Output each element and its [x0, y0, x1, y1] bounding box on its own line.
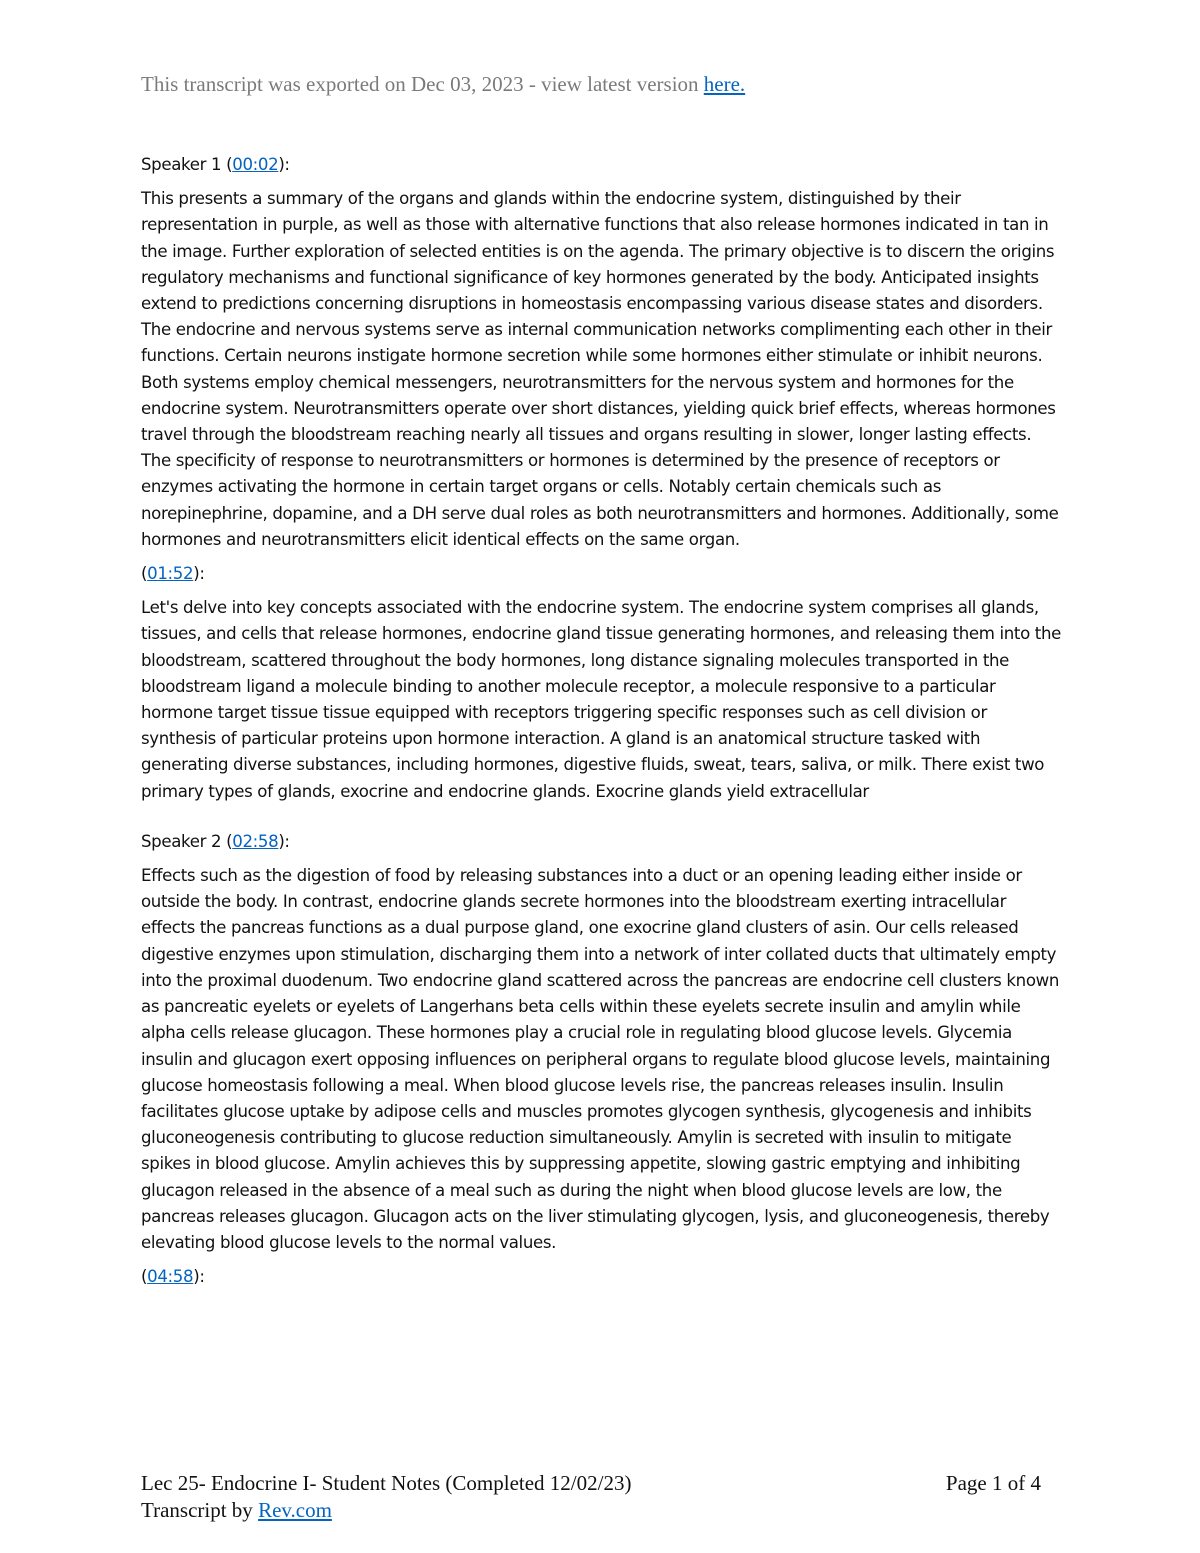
speaker-1-heading	[141, 152, 1061, 178]
transcript-body	[141, 152, 1061, 1298]
speaker-label-close: ):	[278, 155, 290, 174]
timestamp-link-00-02[interactable]: 00:02	[232, 155, 279, 174]
export-notice	[141, 72, 745, 97]
export-notice-text: This transcript was exported on Dec 03, 2023 - view latest version	[141, 72, 704, 96]
segment-close: ):	[193, 564, 205, 584]
segment-open: (	[141, 564, 148, 584]
latest-version-link[interactable]: here.	[703, 72, 746, 96]
document-title: Lec 25- Endocrine I- Student Notes (Completed 12/02/23)	[141, 1471, 632, 1495]
page-number: Page 1 of 4	[945, 1471, 1041, 1495]
footer-title-row	[141, 1470, 1041, 1497]
segment-04-58-heading	[141, 1264, 1061, 1290]
footer-credit	[141, 1497, 1041, 1524]
speaker-2-heading	[141, 829, 1061, 855]
rev-link[interactable]: Rev.com	[258, 1498, 332, 1522]
speaker-label: Speaker 1 (	[141, 155, 233, 174]
speaker-label-close: ):	[278, 831, 290, 851]
speaker-1-paragraph: This presents a summary of the organs and glands within the endocrine system, distinguished by their representation in purple, as well as those with alternative functions that also release hormones indicated in tan in the image. Further exploration of selected entities is on the agenda. The primary objective is to discern the origins regulatory mechanisms and functional significance of key hormones generated by the body. Anticipated insights extend to predictions concerning disruptions in homeostasis encompassing various disease states and disorders. The endocrine and nervous systems serve as internal communication networks complimenting each other in their functions. Certain neurons instigate hormone secretion while some hormones either stimulate or inhibit neurons. Both systems employ chemical messengers, neurotransmitters for the nervous system and hormones for the endocrine system. Neurotransmitters operate over short distances, yielding quick brief effects, whereas hormones travel through the bloodstream reaching nearly all tissues and organs resulting in slower, longer lasting effects. The specificity of response to neurotransmitters or hormones is determined by the presence of receptors or enzymes activating the hormone in certain target organs or cells. Notably certain chemicals such as norepinephrine, dopamine, and a DH serve dual roles as both neurotransmitters and hormones. Additionally, some hormones and neurotransmitters elicit identical effects on the same organ.	[141, 189, 1059, 549]
segment-close: ):	[193, 1267, 205, 1287]
timestamp-link-04-58[interactable]: 04:58	[147, 1267, 194, 1287]
segment-open: (	[141, 1267, 148, 1287]
segment-01-52-heading	[141, 561, 1061, 587]
speaker-label: Speaker 2 (	[141, 831, 233, 851]
timestamp-link-02-58[interactable]: 02:58	[232, 831, 279, 851]
segment-01-52-paragraph: Let's delve into key concepts associated with the endocrine system. The endocrine system comprises all glands, tissues, and cells that release hormones, endocrine gland tissue generating hormones, and releasing them into the bloodstream, scattered throughout the body hormones, long distance signaling molecules transported in the bloodstream ligand a molecule binding to another molecule receptor, a molecule responsive to a particular hormone target tissue tissue equipped with receptors triggering specific responses such as cell division or synthesis of particular proteins upon hormone interaction. A gland is an anatomical structure tasked with generating diverse substances, including hormones, digestive fluids, sweat, tears, saliva, or milk. There exist two primary types of glands, exocrine and endocrine glands. Exocrine glands yield extracellular	[141, 598, 1061, 801]
speaker-2-paragraph: Effects such as the digestion of food by releasing substances into a duct or an opening leading either inside or outside the body. In contrast, endocrine glands secrete hormones into the bloodstream exerting intracellular effects the pancreas functions as a dual purpose gland, one exocrine gland clusters of asin. Our cells released digestive enzymes upon stimulation, discharging them into a network of inter collated ducts that ultimately empty into the proximal duodenum. Two endocrine gland scattered across the pancreas are endocrine cell clusters known as pancreatic eyelets or eyelets of Langerhans beta cells within these eyelets secrete insulin and amylin while alpha cells release glucagon. These hormones play a crucial role in regulating blood glucose levels. Glycemia insulin and glucagon exert opposing influences on peripheral organs to regulate blood glucose levels, maintaining glucose homeostasis following a meal. When blood glucose levels rise, the pancreas releases insulin. Insulin facilitates glucose uptake by adipose cells and muscles promotes glycogen synthesis, glycogenesis and inhibits gluconeogenesis contributing to glucose reduction simultaneously. Amylin is secreted with insulin to mitigate spikes in blood glucose. Amylin achieves this by suppressing appetite, slowing gastric emptying and inhibiting glucagon released in the absence of a meal such as during the night when blood glucose levels are low, the pancreas releases glucagon. Glucagon acts on the liver stimulating glycogen, lysis, and gluconeogenesis, thereby elevating blood glucose levels to the normal values.	[141, 866, 1060, 1252]
transcript-credit-text: Transcript by	[141, 1498, 259, 1522]
page-footer	[141, 1470, 1041, 1524]
timestamp-link-01-52[interactable]: 01:52	[147, 564, 194, 584]
speaker-gap	[141, 813, 1061, 829]
